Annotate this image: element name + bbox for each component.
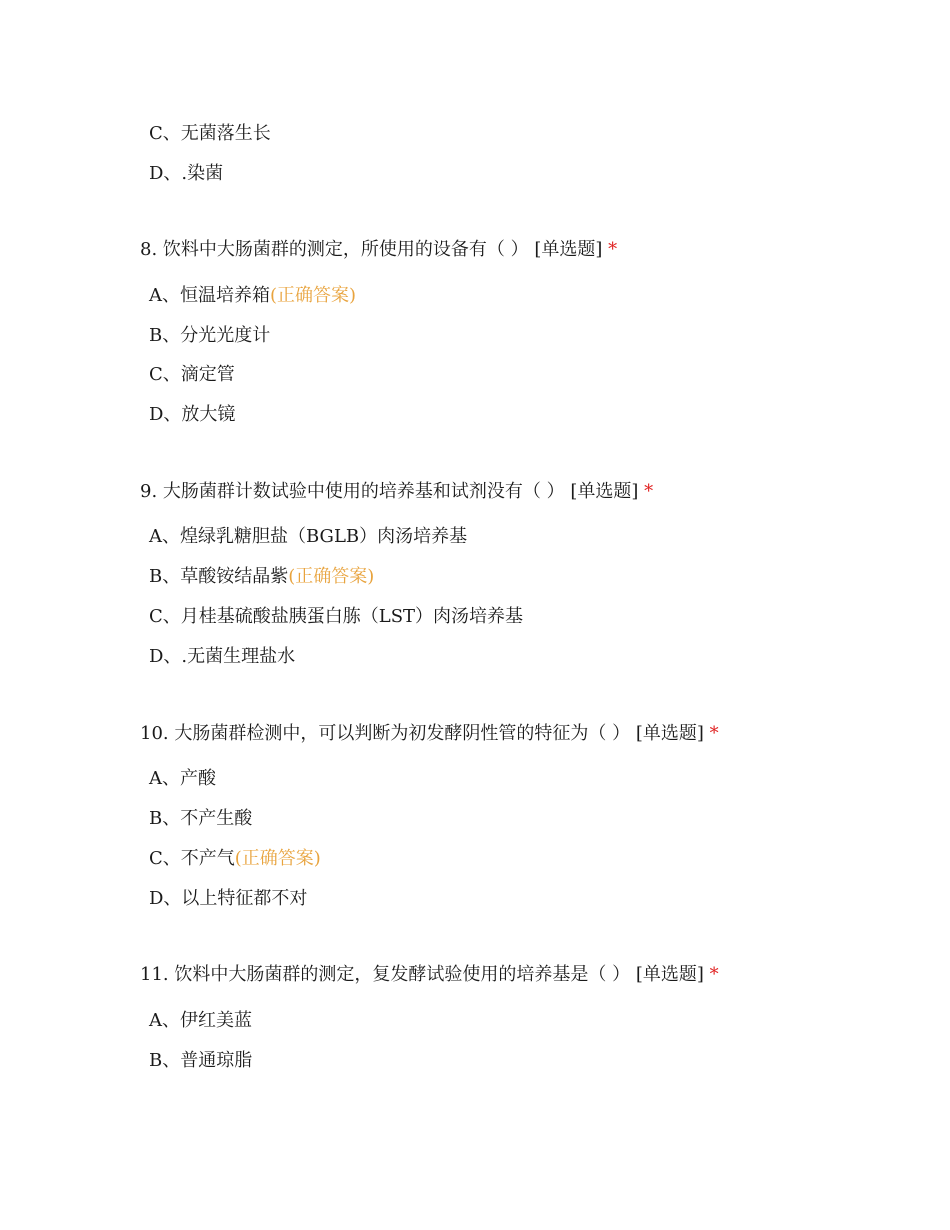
option-text: A、恒温培养箱 — [149, 285, 270, 306]
question-title — [140, 238, 617, 262]
option-text: D、放大镜 — [149, 404, 236, 425]
correct-answer-label: (正确答案) — [288, 566, 375, 587]
option-text: C、月桂基硫酸盐胰蛋白胨（LST）肉汤培养基 — [149, 606, 524, 627]
question-type: [单选题] — [635, 964, 704, 985]
option-item — [149, 162, 223, 186]
required-mark: * — [709, 964, 719, 985]
question-text: 9. 大肠菌群计数试验中使用的培养基和试剂没有（ ） — [140, 481, 565, 502]
option-text: B、分光光度计 — [149, 325, 271, 346]
option-text: B、草酸铵结晶紫 — [149, 566, 289, 587]
option-text: C、无菌落生长 — [149, 123, 271, 144]
option-item — [149, 525, 467, 549]
option-text: C、不产气 — [149, 848, 235, 869]
correct-answer-label: (正确答案) — [234, 848, 321, 869]
question-title — [140, 963, 719, 987]
option-text: D、以上特征都不对 — [149, 888, 308, 909]
question-text: 10. 大肠菌群检测中，可以判断为初发酵阴性管的特征为（ ） — [140, 723, 631, 744]
option-item — [149, 807, 252, 831]
question-type: [单选题] — [570, 481, 639, 502]
required-mark: * — [709, 723, 719, 744]
option-item — [149, 1009, 252, 1033]
question-title — [140, 480, 653, 504]
option-item — [149, 767, 216, 791]
question-type: [单选题] — [534, 239, 603, 260]
question-type: [单选题] — [635, 723, 704, 744]
option-text: B、不产生酸 — [149, 808, 253, 829]
option-item — [149, 403, 235, 427]
option-text: D、.染菌 — [149, 163, 224, 184]
option-item — [149, 847, 321, 871]
option-text: A、产酸 — [149, 768, 216, 789]
question-text: 8. 饮料中大肠菌群的测定，所使用的设备有（ ） — [140, 239, 529, 260]
option-text: D、.无菌生理盐水 — [149, 646, 296, 667]
correct-answer-label: (正确答案) — [270, 285, 357, 306]
option-item — [149, 565, 374, 589]
option-item — [149, 122, 271, 146]
required-mark: * — [644, 481, 654, 502]
option-text: C、滴定管 — [149, 364, 235, 385]
question-title — [140, 722, 719, 746]
option-item — [149, 605, 523, 629]
option-item — [149, 645, 295, 669]
option-item — [149, 1049, 252, 1073]
option-item — [149, 363, 235, 387]
option-item — [149, 887, 307, 911]
option-item — [149, 284, 356, 308]
option-item — [149, 324, 270, 348]
option-text: A、伊红美蓝 — [149, 1010, 252, 1031]
option-text: A、煌绿乳糖胆盐（BGLB）肉汤培养基 — [149, 526, 468, 547]
option-text: B、普通琼脂 — [149, 1050, 253, 1071]
question-text: 11. 饮料中大肠菌群的测定，复发酵试验使用的培养基是（ ） — [140, 964, 631, 985]
required-mark: * — [608, 239, 618, 260]
